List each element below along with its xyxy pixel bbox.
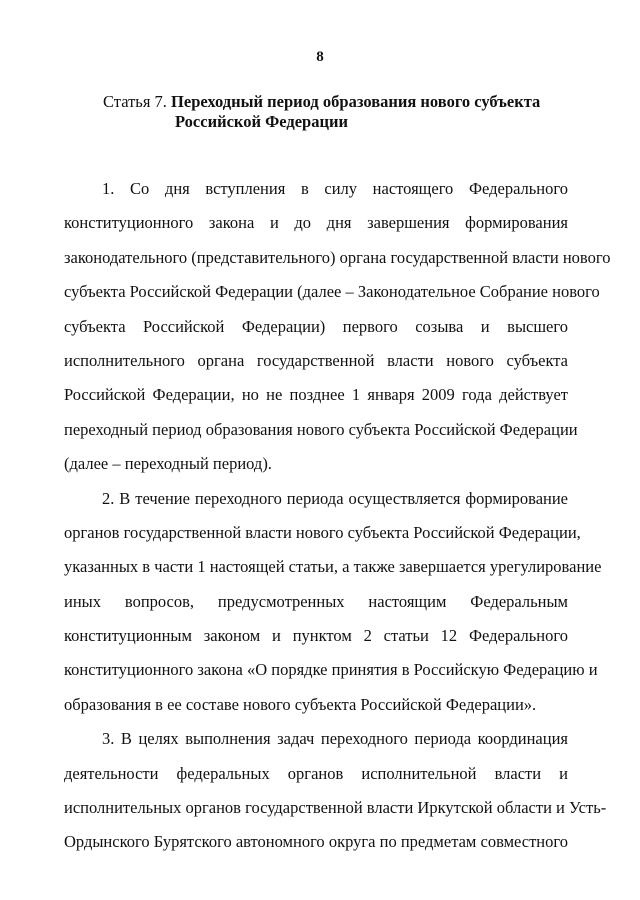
paragraph-1-line: субъекта Российской Федерации (далее – Законодательное Собрание нового (64, 282, 600, 302)
paragraph-3-line: исполнительных органов государственной власти Иркутской области и Усть- (64, 798, 607, 818)
paragraph-1-line: Российской Федерации, но не позднее 1 января 2009 года действует (64, 385, 568, 405)
paragraph-1-line: конституционного закона и до дня завершения формирования (64, 213, 568, 233)
paragraph-1-line: переходный период образования нового субъекта Российской Федерации (64, 419, 578, 439)
paragraph-1-line: исполнительного органа государственной власти нового субъекта (64, 350, 568, 370)
article-label: Статья 7. (103, 92, 167, 111)
paragraph-2-line: иных вопросов, предусмотренных настоящим Федеральным (64, 591, 568, 611)
article-title-line-2: Российской Федерации (175, 112, 348, 131)
paragraph-2-line: указанных в части 1 настоящей статьи, а также завершается урегулирование (64, 557, 602, 577)
article-heading (103, 92, 573, 132)
paragraph-1-line: субъекта Российской Федерации) первого созыва и высшего (64, 316, 568, 336)
paragraph-1-line: 1. Со дня вступления в силу настоящего Федерального (102, 179, 568, 198)
article-title-line-1: Переходный период образования нового субъекта (171, 92, 541, 111)
paragraph-2-line: 2. В течение переходного периода осуществляется формирование (102, 488, 568, 508)
paragraph-1-line: законодательного (представительного) органа государственной власти нового (64, 247, 611, 267)
paragraph-2-line: конституционного закона «О порядке принятия в Российскую Федерацию и (64, 660, 598, 680)
paragraph-2-line: образования в ее составе нового субъекта Российской Федерации». (64, 694, 537, 714)
paragraph-3-line: Ордынского Бурятского автономного округа по предметам совместного (64, 832, 568, 852)
paragraph-3-line: 3. В целях выполнения задач переходного периода координация (102, 729, 568, 749)
article-body (64, 172, 611, 860)
paragraph-1-line: (далее – переходный период). (64, 454, 272, 474)
page-number: 8 (316, 49, 324, 65)
paragraph-2-line: конституционным законом и пунктом 2 статьи 12 Федерального (64, 626, 568, 646)
paragraph-2-line: органов государственной власти нового субъекта Российской Федерации, (64, 522, 581, 542)
paragraph-3-line: деятельности федеральных органов исполнительной власти и (64, 763, 568, 783)
